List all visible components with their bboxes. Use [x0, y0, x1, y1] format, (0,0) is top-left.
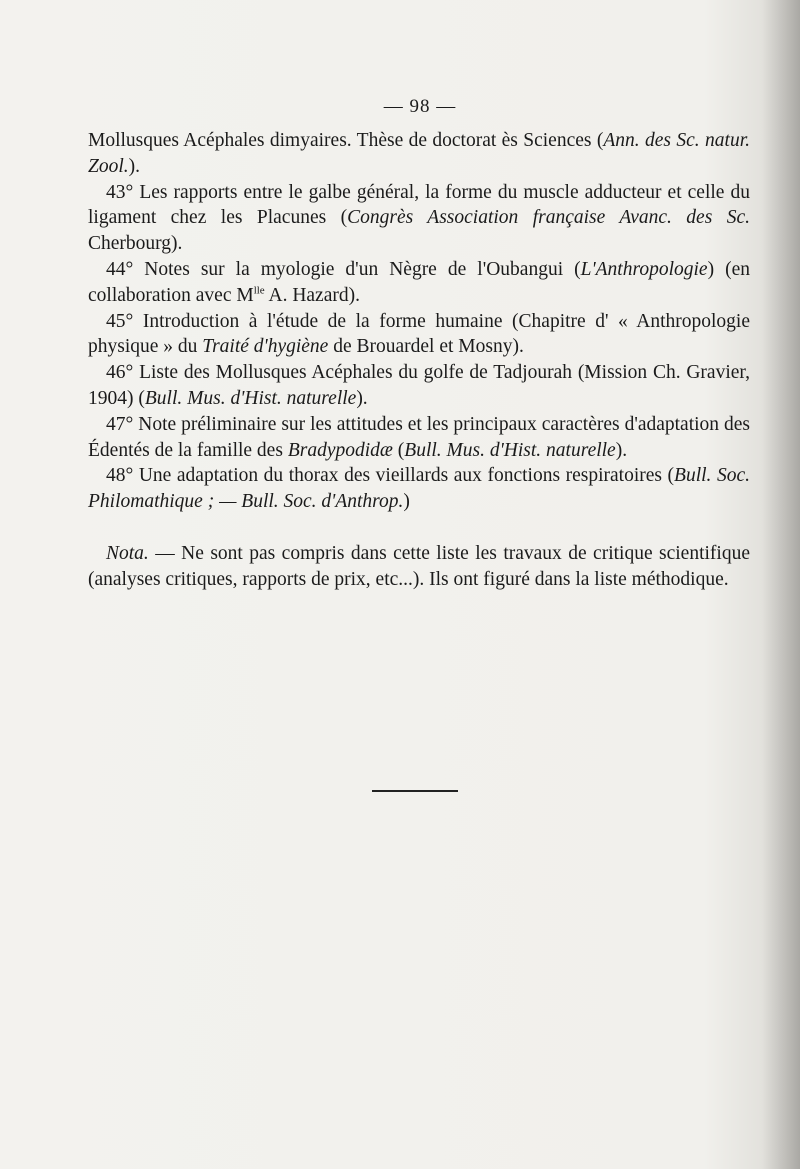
page-edge-shadow [762, 0, 800, 1169]
entry-source: Ann. des Sc. natur. Zool. [88, 130, 751, 177]
entry-text: ) (en collaboration avec M [88, 258, 750, 306]
entry-text: A. Hazard). [264, 284, 360, 306]
entry-source: Bull. Soc. Philomathique ; — Bull. Soc. d'Anthrop. [88, 465, 750, 513]
nota-label: Nota. [106, 542, 149, 564]
page-number: — 98 — [383, 96, 457, 117]
list-item [88, 128, 750, 180]
closing-rule [372, 790, 458, 792]
entry-text: 43° Les rapports entre le galbe général, la forme du muscle adducteur et celle du ligament chez les Placunes ( [88, 181, 750, 229]
entry-source: L'Anthropologie [580, 258, 708, 280]
nota-text: — Ne sont pas compris dans cette liste les travaux de critique scientifique (analyses critiques, rapports de prix, etc...). Ils ont figuré dans la liste méthodique. [88, 542, 750, 590]
entry-text: Mollusques Acéphales dimyaires. Thèse de doctorat ès Sciences ( [88, 130, 604, 151]
entry-source: Traité d'hygiène [202, 336, 329, 358]
entry-text: ). [356, 387, 368, 409]
entry-text: 48° Une adaptation du thorax des vieillards aux fonctions respiratoires ( [106, 465, 675, 487]
paragraph-gap [88, 515, 750, 541]
list-item [88, 360, 750, 412]
entry-text: 45° Introduction à l'étude de la forme humaine (Chapitre d' « Anthropologie physique » du [88, 310, 750, 358]
superscript: lle [253, 284, 265, 297]
entry-text: 47° Note préliminaire sur les attitudes et les principaux caractères d'adaptation des Édentés de la famille des [88, 413, 750, 461]
nota-paragraph [88, 541, 750, 593]
list-item [88, 309, 750, 361]
entry-text: ). [128, 155, 141, 177]
entry-source: Bradypodidæ [287, 439, 393, 461]
list-item [88, 412, 750, 464]
entry-text: ). [615, 439, 628, 461]
entry-source: Congrès Association française Avanc. des Sc. [347, 207, 750, 229]
entry-text: 44° Notes sur la myologie d'un Nègre de l'Oubangui ( [106, 258, 581, 280]
entry-text: Cherbourg). [88, 233, 183, 255]
list-item [88, 257, 750, 309]
list-item [88, 463, 750, 515]
entry-text: de Brouardel et Mosny). [328, 336, 524, 358]
entry-text: ( [392, 439, 405, 461]
entry-text: ) [403, 491, 410, 513]
entry-source: Bull. Mus. d'Hist. naturelle [404, 439, 616, 461]
entry-text: 46° Liste des Mollusques Acéphales du golfe de Tadjourah (Mission Ch. Gravier, 1904) ( [88, 362, 750, 409]
list-item [88, 180, 750, 257]
entry-source: Bull. Mus. d'Hist. naturelle [144, 387, 357, 409]
publication-list [88, 128, 750, 593]
